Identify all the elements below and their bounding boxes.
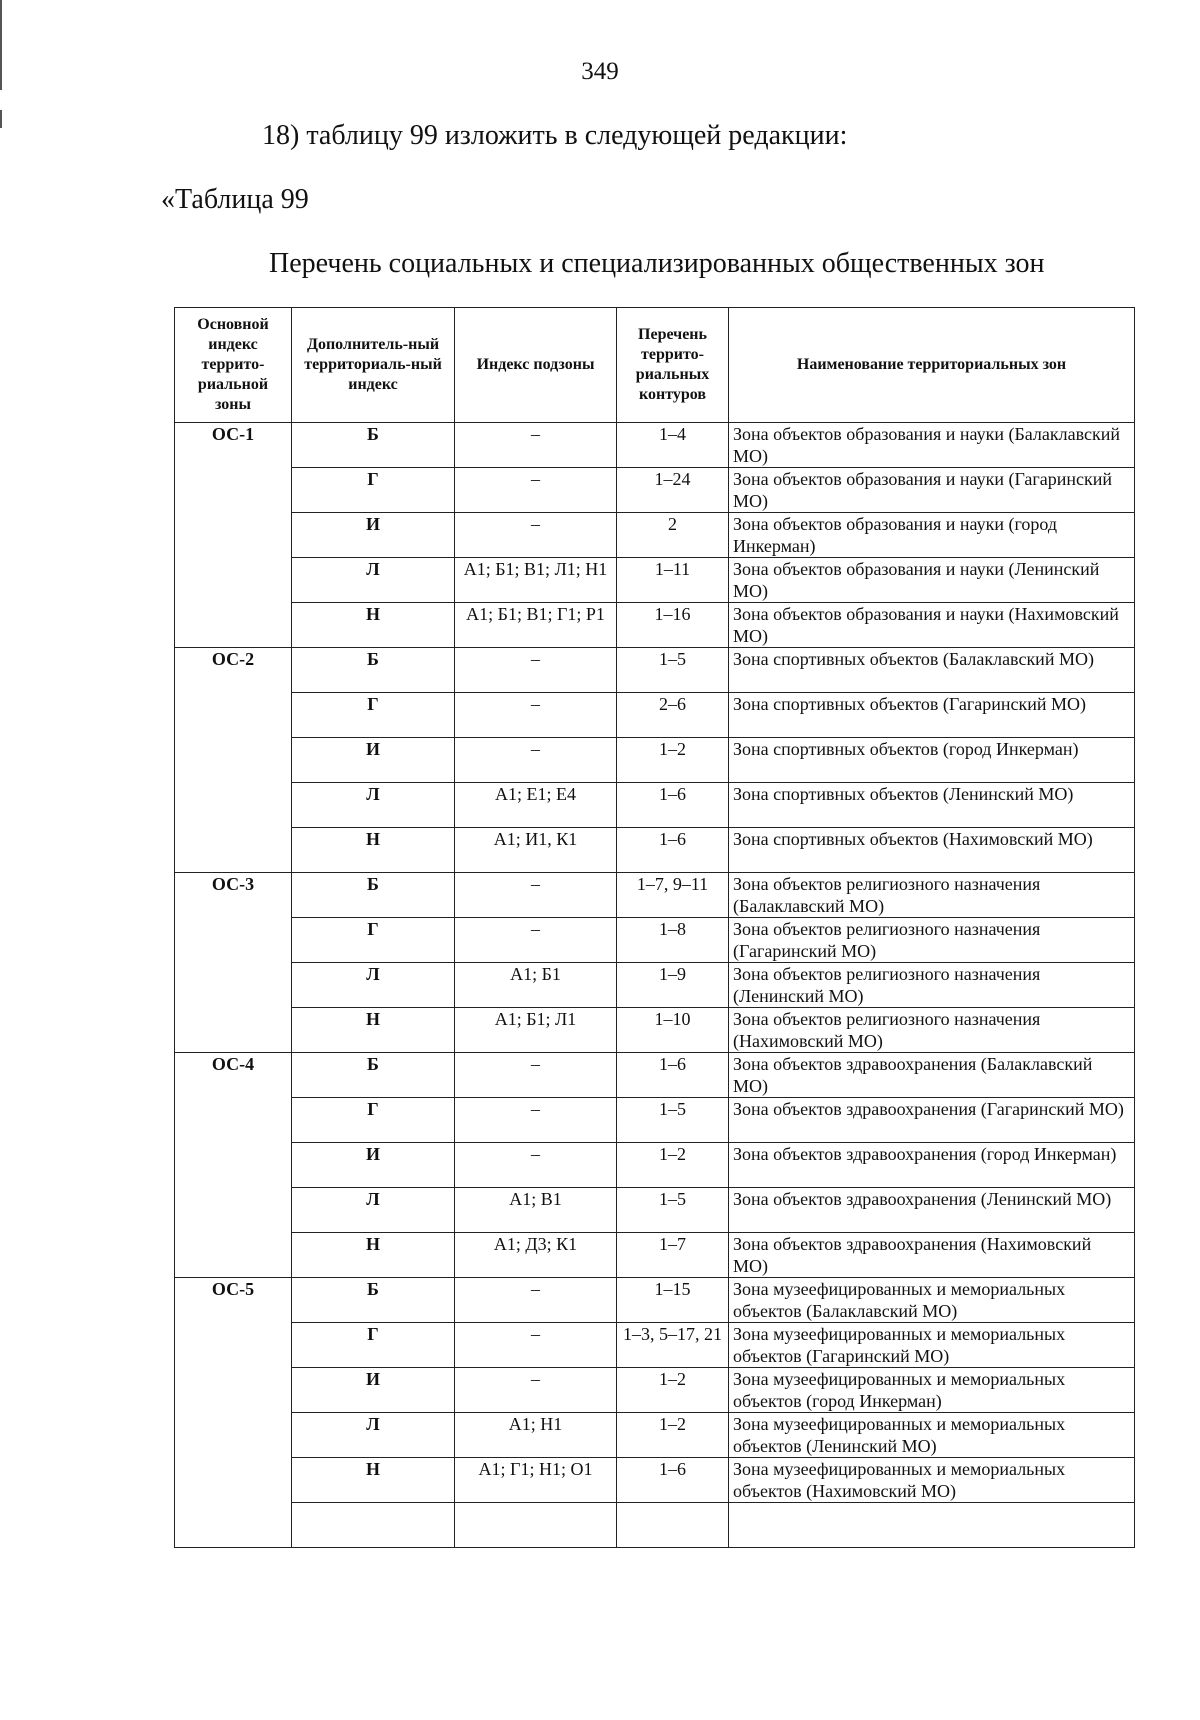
additional-index-cell: И [292,1143,455,1188]
contours-cell: 1–9 [617,963,729,1008]
zone-name-cell: Зона спортивных объектов (Гагаринский МО) [729,693,1135,738]
subzone-index-cell: – [455,693,617,738]
contours-cell: 1–4 [617,423,729,468]
header-zone-name: Наименование территориальных зон [729,308,1135,423]
zone-name-cell: Зона спортивных объектов (Нахимовский МО) [729,828,1135,873]
table-title: Перечень социальных и специализированных общественных зон [269,248,1045,279]
zone-name-cell: Зона спортивных объектов (город Инкерман) [729,738,1135,783]
empty-cell [455,1503,617,1548]
main-index-cell: ОС-3 [175,873,292,1053]
subzone-index-cell: – [455,1053,617,1098]
additional-index-cell: И [292,1368,455,1413]
header-additional-index: Дополнитель-ный территориаль-ный индекс [292,308,455,423]
additional-index-cell: Н [292,1458,455,1503]
main-index-cell: ОС-2 [175,648,292,873]
table-row [175,1503,1135,1548]
additional-index-cell: Л [292,558,455,603]
contours-cell: 1–10 [617,1008,729,1053]
subzone-index-cell: – [455,648,617,693]
contours-cell: 1–11 [617,558,729,603]
table-row [175,693,1135,738]
main-index-cell: ОС-5 [175,1278,292,1548]
subzone-index-cell: – [455,423,617,468]
table-row [175,1098,1135,1143]
subzone-index-cell: А1; Е1; Е4 [455,783,617,828]
header-contours: Перечень террито-риальных контуров [617,308,729,423]
zone-name-cell: Зона объектов образования и науки (город Инкерман) [729,513,1135,558]
additional-index-cell: Л [292,783,455,828]
scan-edge-mark [0,110,2,128]
zone-name-cell: Зона объектов религиозного назначения (Гагаринский МО) [729,918,1135,963]
additional-index-cell: Б [292,423,455,468]
table-row [175,738,1135,783]
table-row [175,1008,1135,1053]
contours-cell: 1–6 [617,1053,729,1098]
table-row [175,1458,1135,1503]
zone-name-cell: Зона объектов религиозного назначения (Ленинский МО) [729,963,1135,1008]
table-row [175,513,1135,558]
contours-cell: 1–2 [617,738,729,783]
table-row [175,423,1135,468]
zone-name-cell: Зона объектов здравоохранения (Нахимовский МО) [729,1233,1135,1278]
additional-index-cell: Г [292,1323,455,1368]
table-row [175,1143,1135,1188]
table-row [175,1188,1135,1233]
zone-name-cell: Зона музеефицированных и мемориальных объектов (Ленинский МО) [729,1413,1135,1458]
table-header-row [175,308,1135,423]
contours-cell: 1–2 [617,1413,729,1458]
zone-name-cell: Зона объектов здравоохранения (город Инкерман) [729,1143,1135,1188]
page-number: 349 [581,58,619,85]
additional-index-cell: Л [292,963,455,1008]
contours-cell: 1–5 [617,1188,729,1233]
additional-index-cell: Н [292,1008,455,1053]
zone-name-cell: Зона музеефицированных и мемориальных объектов (город Инкерман) [729,1368,1135,1413]
zone-name-cell: Зона музеефицированных и мемориальных объектов (Балаклавский МО) [729,1278,1135,1323]
table-row [175,468,1135,513]
additional-index-cell: Н [292,828,455,873]
table-row [175,1323,1135,1368]
contours-cell: 1–2 [617,1368,729,1413]
contours-cell: 1–7 [617,1233,729,1278]
contours-cell: 1–5 [617,1098,729,1143]
main-index-cell: ОС-4 [175,1053,292,1278]
contours-cell: 1–3, 5–17, 21 [617,1323,729,1368]
main-index-cell: ОС-1 [175,423,292,648]
empty-cell [729,1503,1135,1548]
header-main-index: Основной индекс террито-риальной зоны [175,308,292,423]
table-body [175,423,1135,1548]
subzone-index-cell: – [455,1368,617,1413]
zone-name-cell: Зона объектов здравоохранения (Гагаринский МО) [729,1098,1135,1143]
amendment-instruction: 18) таблицу 99 изложить в следующей редакции: [262,120,848,151]
contours-cell: 1–7, 9–11 [617,873,729,918]
subzone-index-cell: А1; Д3; К1 [455,1233,617,1278]
additional-index-cell: Б [292,873,455,918]
contours-cell: 2–6 [617,693,729,738]
contours-cell: 1–2 [617,1143,729,1188]
zone-name-cell: Зона объектов образования и науки (Гагаринский МО) [729,468,1135,513]
subzone-index-cell: – [455,738,617,783]
subzone-index-cell: – [455,1323,617,1368]
zone-name-cell: Зона объектов образования и науки (Ленинский МО) [729,558,1135,603]
zone-name-cell: Зона музеефицированных и мемориальных объектов (Гагаринский МО) [729,1323,1135,1368]
additional-index-cell: Л [292,1188,455,1233]
additional-index-cell: Г [292,918,455,963]
subzone-index-cell: А1; Б1 [455,963,617,1008]
subzone-index-cell: – [455,873,617,918]
table-row [175,648,1135,693]
additional-index-cell: Б [292,1053,455,1098]
additional-index-cell: Н [292,603,455,648]
header-subzone-index: Индекс подзоны [455,308,617,423]
table-row [175,603,1135,648]
table-row [175,1413,1135,1458]
subzone-index-cell: А1; Б1; Л1 [455,1008,617,1053]
additional-index-cell: Б [292,648,455,693]
subzone-index-cell: А1; Н1 [455,1413,617,1458]
table-row [175,1278,1135,1323]
table-row [175,1368,1135,1413]
subzone-index-cell: – [455,513,617,558]
zone-name-cell: Зона объектов религиозного назначения (Нахимовский МО) [729,1008,1135,1053]
subzone-index-cell: А1; В1 [455,1188,617,1233]
subzone-index-cell: – [455,918,617,963]
table-row [175,963,1135,1008]
subzone-index-cell: – [455,1278,617,1323]
empty-cell [617,1503,729,1548]
table-caption: «Таблица 99 [161,184,309,215]
contours-cell: 1–16 [617,603,729,648]
contours-cell: 1–5 [617,648,729,693]
subzone-index-cell: А1; Б1; В1; Г1; Р1 [455,603,617,648]
contours-cell: 1–8 [617,918,729,963]
table-row [175,873,1135,918]
subzone-index-cell: А1; И1, К1 [455,828,617,873]
contours-cell: 1–6 [617,1458,729,1503]
zone-name-cell: Зона музеефицированных и мемориальных объектов (Нахимовский МО) [729,1458,1135,1503]
zones-table [174,307,1135,1548]
additional-index-cell: Г [292,1098,455,1143]
additional-index-cell: И [292,513,455,558]
table-row [175,828,1135,873]
contours-cell: 1–6 [617,828,729,873]
zone-name-cell: Зона объектов здравоохранения (Ленинский МО) [729,1188,1135,1233]
table-row [175,1233,1135,1278]
additional-index-cell: Б [292,1278,455,1323]
contours-cell: 1–6 [617,783,729,828]
additional-index-cell: Г [292,693,455,738]
additional-index-cell: Г [292,468,455,513]
subzone-index-cell: А1; Г1; Н1; О1 [455,1458,617,1503]
additional-index-cell: И [292,738,455,783]
zone-name-cell: Зона объектов здравоохранения (Балаклавский МО) [729,1053,1135,1098]
zone-name-cell: Зона объектов образования и науки (Балаклавский МО) [729,423,1135,468]
empty-cell [292,1503,455,1548]
subzone-index-cell: – [455,468,617,513]
subzone-index-cell: – [455,1098,617,1143]
zone-name-cell: Зона объектов образования и науки (Нахимовский МО) [729,603,1135,648]
zone-name-cell: Зона объектов религиозного назначения (Балаклавский МО) [729,873,1135,918]
contours-cell: 2 [617,513,729,558]
table-row [175,558,1135,603]
subzone-index-cell: – [455,1143,617,1188]
subzone-index-cell: А1; Б1; В1; Л1; Н1 [455,558,617,603]
table-row [175,1053,1135,1098]
table-row [175,783,1135,828]
additional-index-cell: Л [292,1413,455,1458]
zone-name-cell: Зона спортивных объектов (Балаклавский МО) [729,648,1135,693]
contours-cell: 1–24 [617,468,729,513]
table-row [175,918,1135,963]
zone-name-cell: Зона спортивных объектов (Ленинский МО) [729,783,1135,828]
additional-index-cell: Н [292,1233,455,1278]
contours-cell: 1–15 [617,1278,729,1323]
